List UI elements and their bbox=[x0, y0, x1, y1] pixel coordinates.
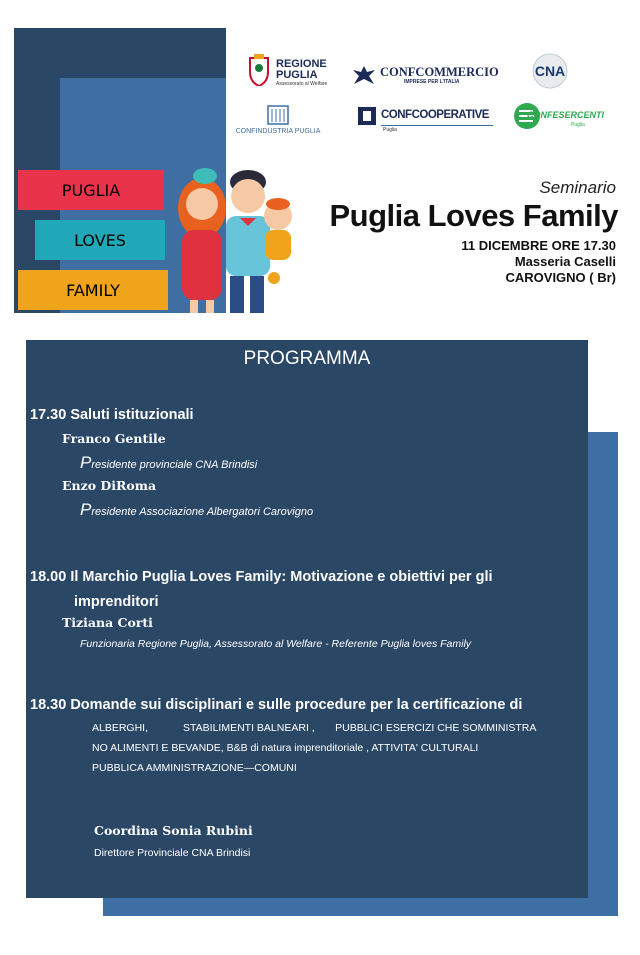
confindustria-label: CONFINDUSTRIA PUGLIA bbox=[235, 128, 321, 135]
item1-heading: 17.30 Saluti istituzionali bbox=[30, 407, 194, 423]
event-venue: Masseria Caselli bbox=[514, 254, 616, 269]
confesercenti-logo bbox=[513, 102, 605, 132]
event-city: CAROVIGNO ( Br) bbox=[505, 270, 616, 285]
item1-role2: Presidente Associazione Albergatori Carovigno bbox=[80, 500, 314, 519]
logo-word-family: FAMILY bbox=[18, 270, 168, 310]
confcooperative-label: CONFCOOPERATIVE bbox=[381, 109, 489, 121]
item2-heading-cont: imprenditori bbox=[74, 594, 159, 610]
regione-crest-icon bbox=[248, 54, 270, 86]
eagle-icon bbox=[352, 64, 376, 86]
item1-role1: Presidente provinciale CNA Brindisi bbox=[80, 453, 258, 472]
confindustria-logo bbox=[230, 104, 326, 138]
cna-label: CNA bbox=[534, 63, 566, 79]
event-title: Puglia Loves Family bbox=[329, 198, 618, 233]
confcooperative-logo bbox=[357, 104, 492, 134]
confcommercio-label: CONFCOMMERCIO bbox=[380, 65, 499, 79]
confcommercio-logo bbox=[352, 62, 497, 90]
coordinator-name: Coordina Sonia Rubini bbox=[94, 823, 253, 838]
logo-word-puglia: PUGLIA bbox=[18, 170, 164, 210]
regione-puglia-logo bbox=[246, 54, 336, 88]
item2-speaker: Tiziana Corti bbox=[62, 615, 153, 630]
confesercenti-sub-label: Puglia bbox=[571, 122, 585, 128]
item1-speaker2: Enzo DiRoma bbox=[62, 478, 157, 493]
logo-word-loves: LOVES bbox=[35, 220, 165, 260]
confesercenti-label: CONFESERCENTI bbox=[527, 110, 605, 120]
confcooperative-sub-label: Puglia bbox=[383, 127, 397, 133]
item2-role: Funzionaria Regione Puglia, Assessorato al Welfare - Referente Puglia loves Family bbox=[80, 638, 472, 650]
cna-logo bbox=[530, 53, 570, 89]
item3-line3: PUBBLICA AMMINISTRAZIONE—COMUNI bbox=[92, 762, 297, 774]
event-kicker: Seminario bbox=[539, 178, 616, 197]
confcooperative-emblem-icon bbox=[357, 106, 377, 126]
regione-sub-label: Assessorato al Welfare bbox=[276, 81, 328, 87]
item3-line2: NO ALIMENTI E BEVANDE, B&B di natura imprenditoriale , ATTIVITA' CULTURALI bbox=[92, 742, 479, 754]
regione-label-2: PUGLIA bbox=[276, 69, 318, 81]
item3-heading: 18.30 Domande sui disciplinari e sulle procedure per la certificazione di bbox=[30, 697, 523, 713]
item3-line1: ALBERGHI, STABILIMENTI BALNEARI , PUBBLICI ESERCIZI CHE SOMMINISTRA bbox=[92, 722, 537, 734]
item2-heading: 18.00 Il Marchio Puglia Loves Family: Motivazione e obiettivi per gli bbox=[30, 569, 493, 585]
coordinator-role: Direttore Provinciale CNA Brindisi bbox=[94, 847, 251, 859]
confindustria-emblem-icon bbox=[266, 104, 290, 126]
event-date: 11 DICEMBRE ORE 17.30 bbox=[461, 238, 616, 253]
family-illustration bbox=[160, 160, 300, 313]
regione-label-1: REGIONE bbox=[276, 58, 327, 70]
programme-title: PROGRAMMA bbox=[243, 348, 371, 369]
confcommercio-sub-label: IMPRESE PER L'ITALIA bbox=[404, 79, 460, 85]
item1-speaker1: Franco Gentile bbox=[62, 431, 166, 446]
